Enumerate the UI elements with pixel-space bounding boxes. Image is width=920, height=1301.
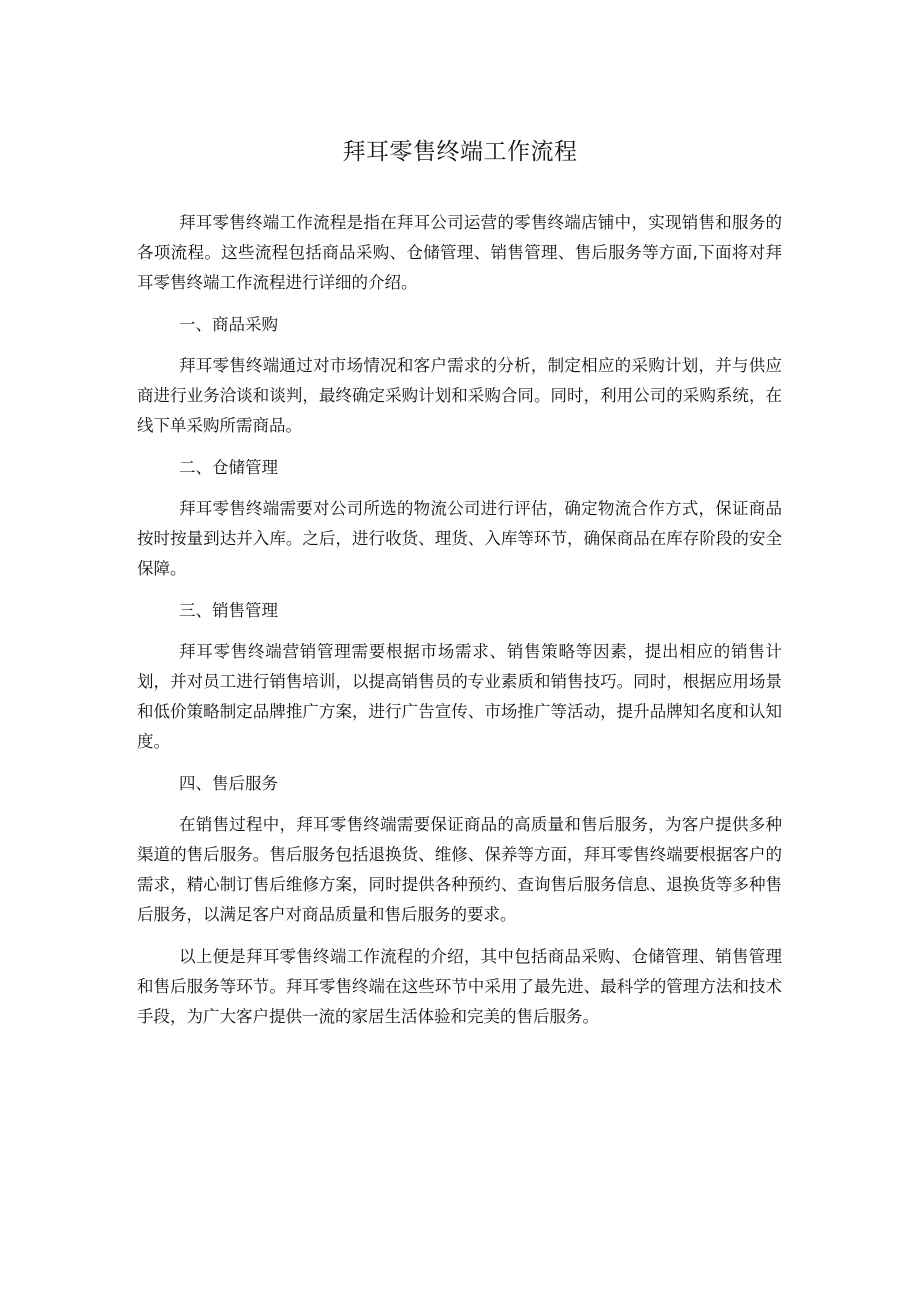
intro-paragraph: 拜耳零售终端工作流程是指在拜耳公司运营的零售终端店铺中，实现销售和服务的各项流程。这些流程包括商品采购、仓储管理、销售管理、售后服务等方面,下面将对拜耳零售终端工作流程进行详细的介绍。 — [137, 213, 782, 292]
section-heading-warehousing: 二、仓储管理 — [179, 458, 278, 477]
section-body-sales: 拜耳零售终端营销管理需要根据市场需求、销售策略等因素，提出相应的销售计划，并对员工进行销售培训，以提高销售员的专业素质和销售技巧。同时，根据应用场景和低价策略制定品牌推广方案，进行广告宣传、市场推广等活动，提升品牌知名度和认知度。 — [137, 642, 782, 751]
section-heading-sales: 三、销售管理 — [179, 601, 278, 620]
document-body — [137, 208, 782, 1032]
page-title: 拜耳零售终端工作流程 — [342, 139, 578, 165]
conclusion-paragraph: 以上便是拜耳零售终端工作流程的介绍，其中包括商品采购、仓储管理、销售管理和售后服务等环节。拜耳零售终端在这些环节中采用了最先进、最科学的管理方法和技术手段，为广大客户提供一流的家居生活体验和完美的售后服务。 — [137, 947, 782, 1026]
section-heading-after-sales: 四、售后服务 — [179, 774, 278, 793]
section-body-after-sales: 在销售过程中，拜耳零售终端需要保证商品的高质量和售后服务，为客户提供多种渠道的售后服务。售后服务包括退换货、维修、保养等方面，拜耳零售终端要根据客户的需求，精心制订售后维修方案，同时提供各种预约、查询售后服务信息、退换货等多种售后服务，以满足客户对商品质量和售后服务的要求。 — [137, 815, 782, 924]
section-heading-procurement: 一、商品采购 — [179, 315, 278, 334]
section-body-warehousing: 拜耳零售终端需要对公司所选的物流公司进行评估，确定物流合作方式，保证商品按时按量到达并入库。之后，进行收货、理货、入库等环节，确保商品在库存阶段的安全保障。 — [137, 499, 782, 578]
section-body-procurement: 拜耳零售终端通过对市场情况和客户需求的分析，制定相应的采购计划，并与供应商进行业务洽谈和谈判，最终确定采购计划和采购合同。同时，利用公司的采购系统，在线下单采购所需商品。 — [137, 356, 782, 435]
